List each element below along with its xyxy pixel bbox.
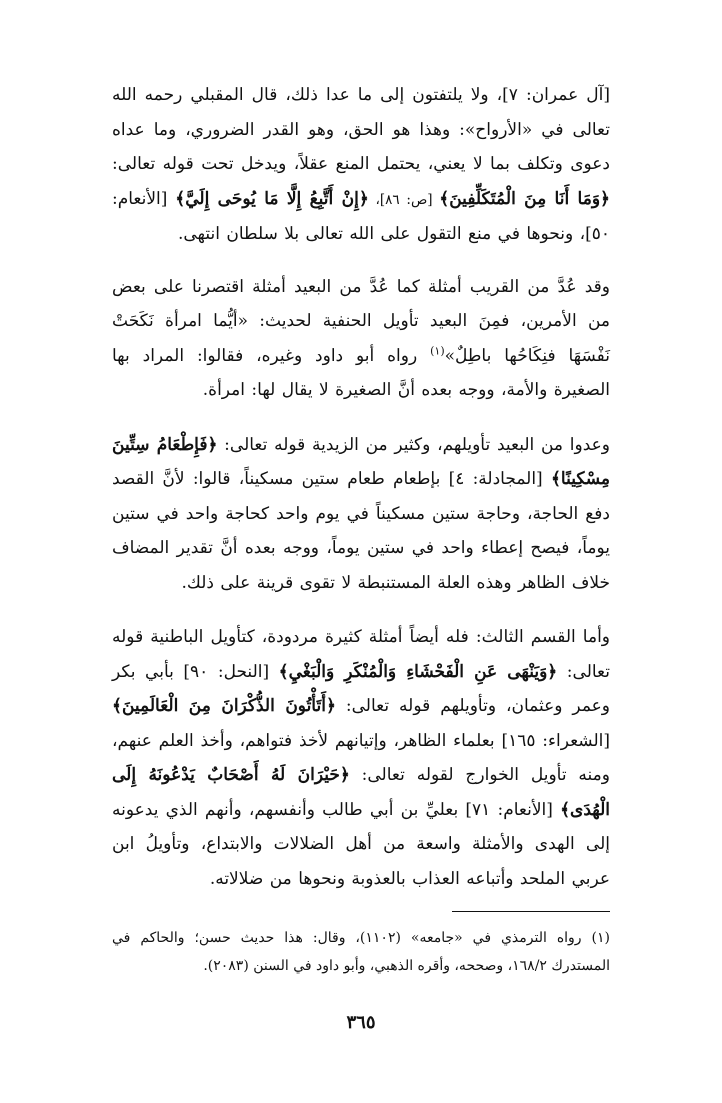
quran-verse-anam-50: ﴿إِنْ أَتَّبِعُ إِلَّا مَا يُوحَى إِلَيَّ﴾ [175, 188, 369, 209]
paragraph-3-text-1: وعدوا من البعيد تأويلهم، وكثير من الزيدية قوله تعالى: [217, 434, 610, 455]
paragraph-1-text-2: [الأنعام: ٥٠]، ونحوها في منع التقول على الله تعالى بلا سلطان انتهى. [112, 188, 610, 244]
paragraph-1-text-1: [آل عمران: ٧]، ولا يلتفتون إلى ما عدا ذلك، قال المقبلي رحمه الله تعالى في «الأرواح»: وهذا هو الحق، وهو القدر الضروري، وما عداه دعوى وتكلف بما لا يعني، يحتمل المنع عقلاً، ويدخل تحت قوله تعالى: [112, 85, 610, 174]
paragraph-4-text-3: [الشعراء: ١٦٥] بعلماء الظاهر، وإتيانهم لأخذ فتواهم، وأخذ العلم عنهم، ومنه تأويل الخوارج لقوله تعالى: [112, 730, 610, 785]
paragraph-2-text-2: رواه أبو داود وغيره، فقالوا: المراد بها الصغيرة والأمة، ووجه بعده أنَّ الصغيرة لا يقال لها: امرأة. [112, 345, 610, 400]
paragraph-4-text-1: وأما القسم الثالث: فله أيضاً أمثلة كثيرة مردودة، كتأويل الباطنية قوله تعالى: [112, 627, 610, 682]
paragraph-4-text-4: [الأنعام: ٧١] بعليِّ بن أبي طالب وأنفسهم، وأنهم الذي يدعونه إلى الهدى والأمثلة واسعة من أهل الضلالات والابتداع، وتأويلُ ابن عربي الملحد وأتباعه العذاب بالعذوبة ونحوها من ضلالاته. [112, 799, 610, 889]
quran-verse-saad-86: ﴿وَمَا أَنَا مِنَ الْمُتَكَلِّفِينَ﴾ [439, 188, 610, 209]
paragraph-4-text-2: [النحل: ٩٠] بأبي بكر وعمر وعثمان، وتأويلهم قوله تعالى: [112, 661, 610, 716]
quran-verse-nahl-90: ﴿وَيَنْهَى عَنِ الْفَحْشَاءِ وَالْمُنْكَرِ وَالْبَغْيِ﴾ [278, 661, 558, 682]
footnotes [112, 924, 610, 980]
footnote-marker: (١) [430, 343, 445, 357]
paragraph-2-text-1: وقد عُدَّ من القريب أمثلة كما عُدَّ من البعيد أمثلة اقتصرنا على بعض من الأمرين، فمِنَ البعيد تأويل الحنفية لحديث: «أيُّما امرأة نَكَحَتْ نَفْسَهَا فنِكَاحُها باطِلٌ» [112, 276, 610, 366]
paragraph-2 [112, 270, 610, 408]
paragraph-3 [112, 428, 610, 601]
paragraph-4 [112, 620, 610, 896]
quran-verse-shuara-165: ﴿أَتَأْتُونَ الذُّكْرَانَ مِنَ الْعَالَمِينَ﴾ [112, 696, 336, 716]
footnote-divider [452, 911, 610, 912]
main-text [112, 78, 610, 896]
quran-verse-anam-71: ﴿حَيْرَانَ لَهُ أَصْحَابٌ يَدْعُونَهُ إِلَى الْهُدَى﴾ [112, 765, 610, 820]
paragraph-1 [112, 78, 610, 252]
paragraph-3-text-2: [المجادلة: ٤] بإطعام طعام ستين مسكيناً، قالوا: لأنَّ القصد دفع الحاجة، وحاجة ستين مسكيناً في يوم واحد كحاجة واحد في ستين يوماً، فيصح إعطاء واحد في ستين يوماً، ووجه بعده أنَّ تقدير المضاف خلاف الظاهر وهذه العلة المستنبطة لا تقوى قرينة على ذلك. [112, 469, 610, 593]
footnote-1: (١) رواه الترمذي في «جامعه» (١١٠٢)، وقال: هذا حديث حسن؛ والحاكم في المستدرك ١٦٨/٢، وصححه، وأقره الذهبي، وأبو داود في السنن (٢٠٨٣). [112, 930, 610, 974]
page-number: ٣٦٥ [346, 1012, 376, 1033]
verse-reference: [ص: ٨٦]، [368, 191, 440, 208]
quran-verse-mujadala-4: ﴿فَإِطْعَامُ سِتِّينَ مِسْكِينًا﴾ [112, 434, 610, 489]
